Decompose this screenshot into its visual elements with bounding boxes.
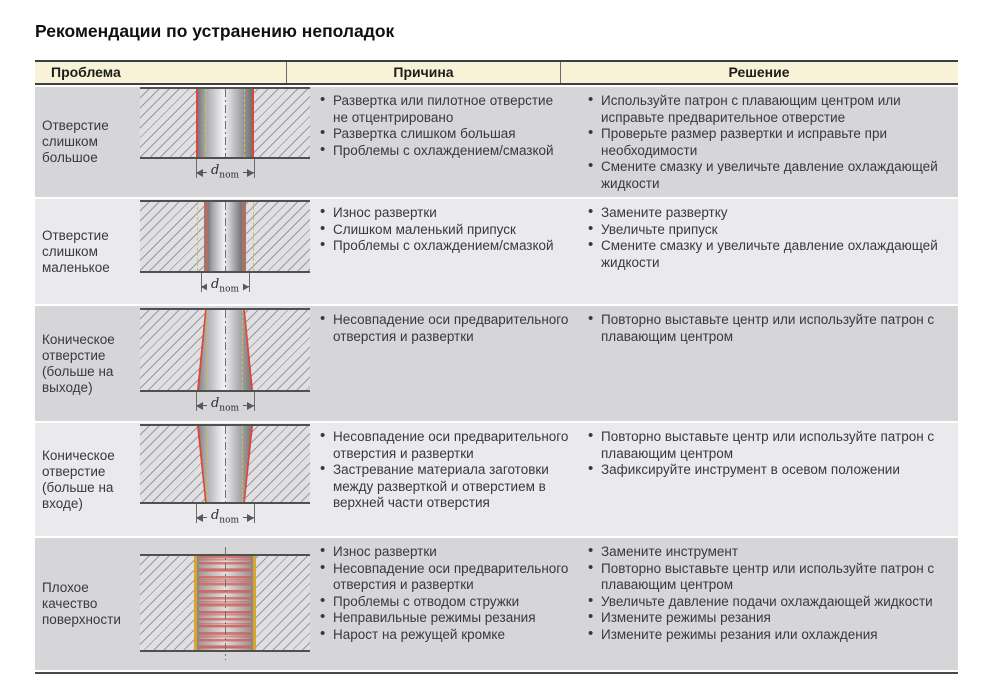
cause-item: • Застревание материала заготовки между разверткой и отверстием в верхней части отверстия: [319, 462, 571, 512]
centerline: [225, 310, 226, 390]
cause-item: • Слишком маленький припуск: [319, 222, 571, 239]
centerline: [225, 547, 226, 660]
dnom-label: $d_{nom}$: [207, 509, 243, 528]
nominal-dash-line: [244, 89, 245, 157]
solution-item: • Замените инструмент: [587, 544, 946, 561]
tapered-hole-exit-illustration: [135, 306, 315, 421]
solution-list: [583, 199, 958, 304]
solution-item: • Измените режимы резания или охлаждения: [587, 627, 946, 644]
dimension-arrow-left: [196, 514, 203, 522]
cause-item: • Износ развертки: [319, 544, 571, 561]
solution-item: • Повторно выставьте центр или используйте патрон с плавающим центром: [587, 429, 946, 462]
dnom-label: $d_{nom}$: [207, 278, 243, 297]
solution-item: • Проверьте размер развертки и исправьте при необходимости: [587, 126, 946, 159]
cause-item: • Неправильные режимы резания: [319, 610, 571, 627]
cause-item: • Проблемы с охлаждением/смазкой: [319, 238, 571, 255]
solution-list: [583, 423, 958, 536]
cause-list: [315, 306, 583, 421]
problem-label: Отверстие слишком маленькое: [42, 227, 110, 275]
solution-item: • Повторно выставьте центр или используйте патрон с плавающим центром: [587, 561, 946, 594]
table-header-row: [35, 60, 958, 85]
solution-item: • Повторно выставьте центр или используйте патрон с плавающим центром: [587, 312, 946, 345]
problem-label: Коническое отверстие (больше на выходе): [42, 331, 115, 395]
dimension-annotation: [140, 392, 310, 419]
hole-too-large-illustration: [135, 87, 315, 197]
workpiece-hatch: [140, 424, 310, 504]
cause-list: [315, 199, 583, 304]
solution-list: [583, 87, 958, 197]
cause-list: [315, 423, 583, 536]
problem-label: Плохое качество поверхности: [42, 580, 121, 627]
solution-item: • Смените смазку и увеличьте давление охлаждающей жидкости: [587, 159, 946, 192]
cause-item: • Проблемы с охлаждением/смазкой: [319, 143, 571, 160]
page-title: Рекомендации по устранению неполадок: [35, 20, 395, 41]
solution-list: [583, 538, 958, 670]
problem-label: Коническое отверстие (больше на входе): [42, 447, 115, 511]
solution-item: • Измените режимы резания: [587, 610, 946, 627]
solution-item: • Увеличьте припуск: [587, 222, 946, 239]
cause-item: • Несовпадение оси предварительного отверстия и развертки: [319, 312, 571, 345]
cause-list: [315, 538, 583, 670]
table-bottom-border: [35, 672, 958, 674]
nominal-dash-line: [205, 89, 206, 157]
nominal-dash-line: [207, 310, 208, 390]
workpiece-hatch: [140, 87, 310, 159]
solution-item: • Замените развертку: [587, 205, 946, 222]
dimension-arrow-left: [196, 402, 203, 410]
cause-item: • Несовпадение оси предварительного отверстия и развертки: [319, 561, 571, 594]
dimension-arrow-left: [196, 169, 203, 177]
dnom-label: $d_{nom}$: [207, 397, 243, 416]
table-row: [35, 199, 958, 304]
hole-too-small-illustration: [135, 199, 315, 304]
table-row: [35, 538, 958, 670]
dimension-annotation: [140, 159, 310, 186]
table-row: [35, 306, 958, 421]
cause-item: • Износ развертки: [319, 205, 571, 222]
dimension-annotation: [140, 504, 310, 531]
table-row: [35, 87, 958, 197]
troubleshooting-table: [35, 60, 958, 674]
solution-item: • Смените смазку и увеличьте давление охлаждающей жидкости: [587, 238, 946, 271]
nominal-dash-line: [242, 310, 243, 390]
dimension-arrow-right: [247, 402, 254, 410]
dimension-arrow-right: [247, 169, 254, 177]
table-row: [35, 423, 958, 536]
cause-list: [315, 87, 583, 197]
workpiece-hatch: [140, 200, 310, 273]
dimension-annotation: [140, 273, 310, 300]
workpiece-hatch: [140, 308, 310, 392]
cause-item: • Нарост на режущей кромке: [319, 627, 571, 644]
dimension-arrow-right: [247, 514, 254, 522]
solution-item: • Увеличьте давление подачи охлаждающей жидкости: [587, 594, 946, 611]
dnom-label: $d_{nom}$: [207, 164, 243, 183]
centerline: [225, 89, 226, 157]
cause-item: • Несовпадение оси предварительного отверстия и развертки: [319, 429, 571, 462]
centerline: [225, 202, 226, 271]
tapered-hole-entry-illustration: [135, 423, 315, 536]
solution-list: [583, 306, 958, 421]
solution-item: • Используйте патрон с плавающим центром или исправьте предварительное отверстие: [587, 93, 946, 126]
solution-item: • Зафиксируйте инструмент в осевом положении: [587, 462, 946, 479]
cause-item: • Развертка или пилотное отверстие не отцентрировано: [319, 93, 571, 126]
header-cause: Причина: [286, 62, 560, 83]
dimension-arrow-right: [242, 283, 249, 291]
cause-item: • Проблемы с отводом стружки: [319, 594, 571, 611]
header-solution: Решение: [560, 62, 957, 83]
nominal-dash-line: [197, 202, 198, 271]
nominal-dash-line: [253, 202, 254, 271]
header-problem: Проблема: [51, 64, 121, 80]
cause-item: • Развертка слишком большая: [319, 126, 571, 143]
nominal-dash-line: [207, 426, 208, 502]
nominal-dash-line: [242, 426, 243, 502]
workpiece-hatch: [140, 554, 310, 652]
centerline: [225, 426, 226, 502]
rough-surface-hole-illustration: [135, 538, 315, 670]
problem-label: Отверстие слишком большое: [42, 118, 109, 165]
